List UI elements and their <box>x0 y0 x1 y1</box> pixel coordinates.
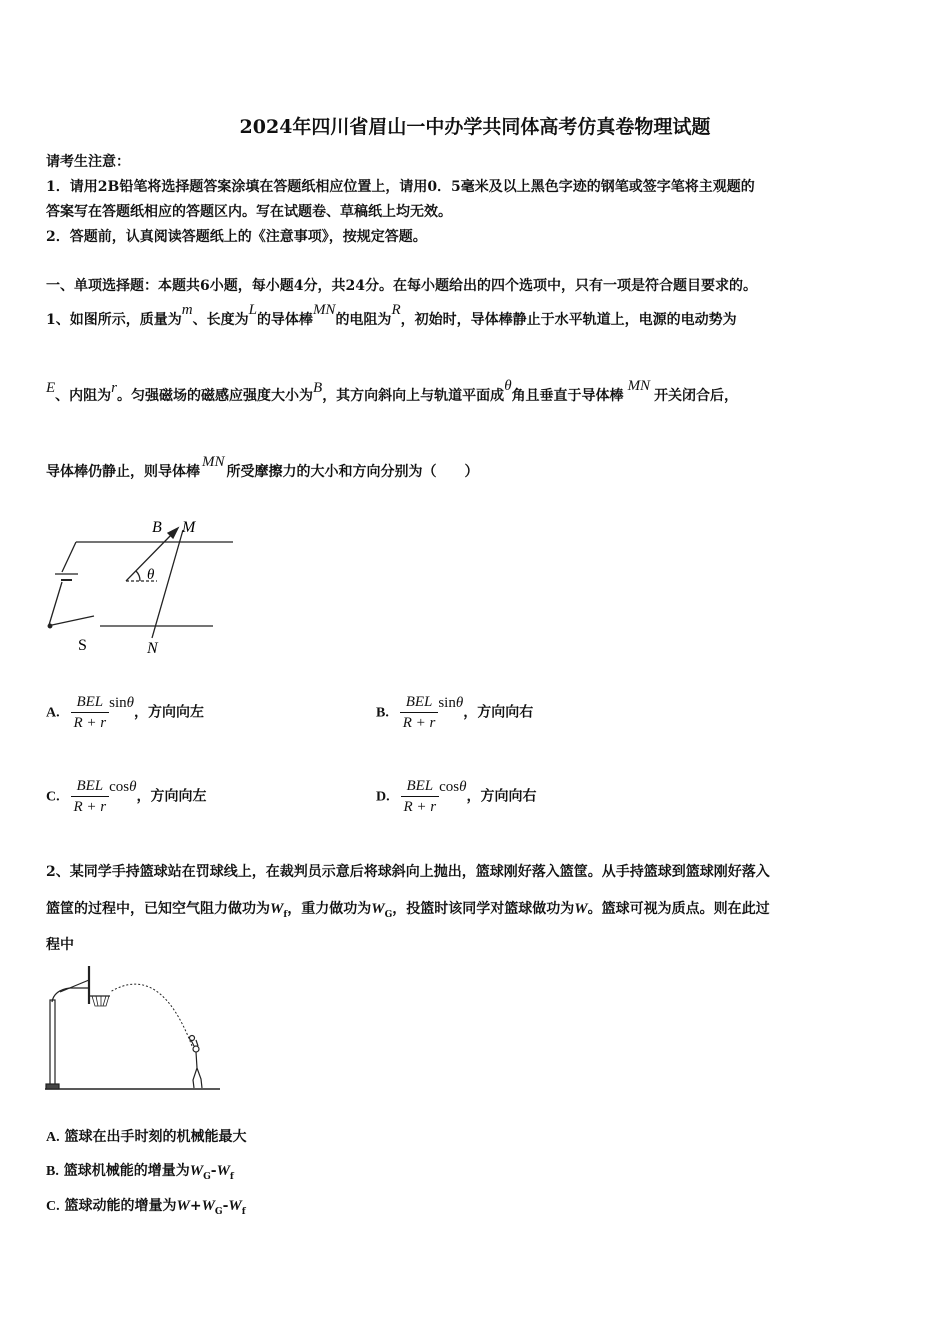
var-W: W <box>270 901 284 917</box>
circuit-figure <box>40 510 250 660</box>
trig-func: sin <box>109 694 127 711</box>
option-a[interactable] <box>46 692 204 733</box>
var-W: W <box>228 1198 242 1214</box>
var-m: m <box>181 302 193 318</box>
label-theta: θ <box>147 567 155 583</box>
q1-text: 开关闭合后， <box>654 388 739 404</box>
q1-line-2 <box>46 378 739 406</box>
var-MN: MN <box>627 378 651 394</box>
option-letter: A. <box>46 1130 60 1145</box>
sub-f: f <box>283 909 288 920</box>
fraction <box>401 776 440 817</box>
trig-var: θ <box>126 694 135 711</box>
notice-line-1: 1．请用2B铅笔将选择题答案涂填在答题纸相应位置上，请用0．5毫米及以上黑色字迹的钢笔或签字笔将主观题的 <box>46 179 755 195</box>
switch-pivot <box>48 624 52 628</box>
option-c[interactable] <box>46 776 207 817</box>
option-text: ，方向向右 <box>466 788 537 805</box>
hoop-net <box>92 996 109 1006</box>
option-text: 篮球机械能的增量为 <box>63 1163 190 1179</box>
minus-sign: - <box>222 1198 229 1214</box>
q1-text: 的电阻为 <box>335 312 392 328</box>
fraction <box>71 692 110 733</box>
q2-option-b[interactable] <box>46 1161 234 1187</box>
var-W: W <box>371 901 385 917</box>
sub-f: f <box>229 1171 234 1182</box>
fraction-numerator: BEL <box>71 692 110 713</box>
q1-line-1 <box>46 302 737 330</box>
basketball-figure <box>40 962 225 1097</box>
option-text: ，方向向右 <box>463 704 534 721</box>
notice-header: 请考生注意： <box>46 154 130 170</box>
var-W: W <box>176 1198 190 1214</box>
section-header: 一、单项选择题：本题共6小题，每小题4分，共24分。在每小题给出的四个选项中，只有一项是符合题目要求的。 <box>46 278 757 294</box>
hoop-pole <box>50 1000 55 1088</box>
fraction-numerator: BEL <box>71 776 110 797</box>
option-letter: B. <box>376 705 389 721</box>
q1-text: 、内阻为 <box>55 388 112 404</box>
option-letter: C. <box>46 1199 60 1214</box>
q2-option-a[interactable] <box>46 1127 247 1148</box>
var-theta: θ <box>504 378 512 394</box>
q1-text: 、长度为 <box>192 312 249 328</box>
trig-func: cos <box>109 778 130 795</box>
basketball <box>190 1036 195 1041</box>
option-b[interactable] <box>376 692 533 733</box>
var-W: W <box>189 1163 204 1179</box>
option-letter: D. <box>376 789 390 805</box>
q2-line-1: 2、某同学手持篮球站在罚球线上，在裁判员示意后将球斜向上抛出，篮球刚好落入篮筐。从手持篮球到篮球刚好落入 <box>46 864 770 880</box>
option-text: ，方向向左 <box>134 704 205 721</box>
left-wire-lower <box>49 582 62 625</box>
hoop-brace <box>60 980 89 992</box>
fraction-denominator: R + r <box>402 715 436 731</box>
fraction-denominator: R + r <box>73 799 107 815</box>
sub-f: f <box>241 1206 246 1217</box>
page-title: 2024年四川省眉山一中办学共同体高考仿真卷物理试题 <box>239 116 711 138</box>
option-d[interactable] <box>376 776 537 817</box>
fraction-denominator: R + r <box>403 799 437 815</box>
var-B: B <box>313 380 323 396</box>
hoop-arm <box>52 988 89 1002</box>
pole-base <box>46 1084 59 1089</box>
q2-text: ，投篮时该同学对篮球做功为 <box>392 901 575 917</box>
fraction-denominator: R + r <box>73 715 107 731</box>
var-W: W <box>216 1163 230 1179</box>
fraction-numerator: BEL <box>401 776 440 797</box>
plus-sign: + <box>189 1198 202 1214</box>
notice-line-3: 2．答题前，认真阅读答题纸上的《注意事项》，按规定答题。 <box>46 229 427 245</box>
q1-text: ，初始时，导体棒静止于水平轨道上，电源的电动势为 <box>400 312 737 328</box>
q2-line-3: 程中 <box>46 937 74 953</box>
sub-G: G <box>214 1206 223 1217</box>
trig-var: θ <box>129 778 137 795</box>
label-S: S <box>78 637 87 654</box>
notice-line-2: 答案写在答题纸相应的答题区内。写在试题卷、草稿纸上均无效。 <box>46 204 452 220</box>
trig-var: θ <box>459 778 467 795</box>
sub-G: G <box>203 1171 211 1182</box>
label-M: M <box>182 519 196 536</box>
q1-line-3 <box>46 454 479 482</box>
var-W: W <box>574 901 588 917</box>
option-text: 篮球在出手时刻的机械能最大 <box>64 1129 247 1145</box>
var-E: E <box>46 380 56 396</box>
player-head <box>193 1046 199 1052</box>
var-r: r <box>111 380 118 396</box>
switch-blade <box>52 616 94 625</box>
q2-option-c[interactable] <box>46 1196 246 1222</box>
left-wire <box>62 542 76 572</box>
q2-text: 。篮球可视为质点。则在此过 <box>587 901 770 917</box>
option-text: ，方向向左 <box>136 788 207 805</box>
q1-text: 的导体棒 <box>256 312 313 328</box>
var-MN: MN <box>202 454 225 470</box>
fraction-numerator: BEL <box>400 692 439 713</box>
q1-text: 导体棒仍静止，则导体棒 <box>46 464 200 480</box>
trig-func: sin <box>438 694 456 711</box>
ball-trajectory <box>110 984 192 1046</box>
trig-var: θ <box>455 694 464 711</box>
var-W: W <box>201 1198 215 1214</box>
fraction <box>71 776 110 817</box>
theta-arc <box>136 571 140 581</box>
trig-func: cos <box>439 778 460 795</box>
minus-sign: - <box>210 1163 217 1179</box>
q2-text: ，重力做功为 <box>287 901 372 917</box>
sub-G: G <box>384 909 393 920</box>
option-letter: C. <box>46 789 60 805</box>
player-body <box>193 1052 202 1088</box>
q1-text: ，其方向斜向上与轨道平面成 <box>322 388 505 404</box>
q2-line-2 <box>46 899 770 925</box>
option-letter: B. <box>46 1164 59 1179</box>
q2-text: 篮筐的过程中，已知空气阻力做功为 <box>46 901 270 917</box>
var-R: R <box>391 302 401 318</box>
option-text: 篮球动能的增量为 <box>64 1198 177 1214</box>
label-N: N <box>147 640 158 657</box>
q1-text: 。匀强磁场的磁感应强度大小为 <box>117 388 314 404</box>
fraction <box>400 692 439 733</box>
label-B: B <box>152 519 162 536</box>
q1-text: 角且垂直于导体棒 <box>511 388 624 404</box>
conductor-rod <box>152 530 183 638</box>
q1-text: 所受摩擦力的大小和方向分别为（ ） <box>226 464 479 480</box>
q1-text: 1、如图所示，质量为 <box>46 312 182 328</box>
option-letter: A. <box>46 705 60 721</box>
var-L: L <box>248 302 257 318</box>
var-MN: MN <box>312 302 336 318</box>
